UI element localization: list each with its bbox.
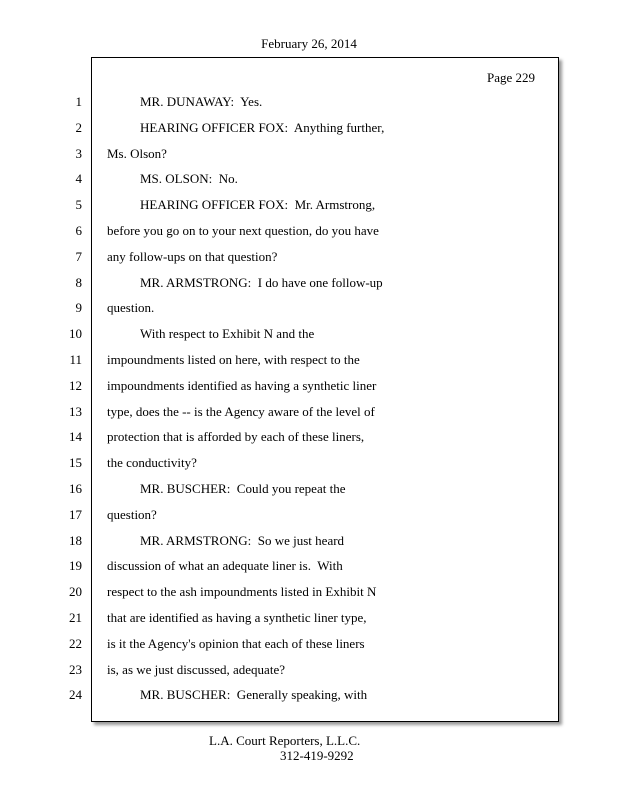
line-number: 14 [69, 429, 82, 445]
line-number: 7 [75, 248, 82, 264]
line-number: 8 [75, 274, 82, 290]
line-number-column [58, 92, 82, 711]
transcript-line: the conductivity? [107, 455, 197, 471]
transcript-line: HEARING OFFICER FOX: Anything further, [140, 119, 385, 135]
line-number: 13 [69, 403, 82, 419]
page-number: Page 229 [486, 70, 535, 85]
line-number: 12 [69, 377, 82, 393]
transcript-line: before you go on to your next question, do you have [107, 222, 379, 238]
line-number: 6 [75, 222, 82, 238]
line-number: 19 [69, 558, 82, 574]
line-number: 17 [69, 506, 82, 522]
court-reporter-name: L.A. Court Reporters, L.L.C. [209, 733, 361, 748]
transcript-line: Ms. Olson? [107, 145, 167, 161]
transcript-line: question. [107, 300, 155, 316]
transcript-line: that are identified as having a synthetic liner type, [107, 609, 367, 625]
court-reporter-phone: 312-419-9292 [280, 748, 354, 763]
transcript-line: MR. DUNAWAY: Yes. [140, 94, 263, 109]
line-number: 15 [69, 455, 82, 471]
transcript-line: type, does the -- is the Agency aware of the level of [107, 403, 375, 419]
document-date: February 26, 2014 [261, 36, 357, 51]
line-number: 4 [75, 171, 82, 187]
transcript-text [107, 92, 547, 711]
transcript-line: MR. BUSCHER: Generally speaking, with [140, 687, 368, 703]
transcript-line: impoundments identified as having a synthetic liner [107, 377, 377, 393]
transcript-line: respect to the ash impoundments listed in Exhibit N [107, 584, 377, 600]
transcript-line: is it the Agency's opinion that each of these liners [107, 635, 365, 651]
line-number: 2 [75, 119, 82, 135]
transcript-line: protection that is afforded by each of these liners, [107, 429, 365, 445]
line-number: 3 [75, 145, 82, 161]
transcript-line: MR. BUSCHER: Could you repeat the [140, 480, 346, 496]
line-number: 5 [75, 197, 82, 213]
transcript-line: MR. ARMSTRONG: So we just heard [140, 532, 345, 548]
transcript-line: With respect to Exhibit N and the [140, 326, 315, 342]
transcript-line: MS. OLSON: No. [140, 171, 238, 187]
line-number: 21 [69, 609, 82, 625]
line-number: 24 [69, 687, 82, 703]
line-number: 20 [69, 584, 82, 600]
line-number: 1 [75, 94, 82, 109]
transcript-line: question? [107, 506, 157, 522]
transcript-line: is, as we just discussed, adequate? [107, 661, 285, 677]
line-number: 11 [69, 351, 82, 367]
transcript-line: any follow-ups on that question? [107, 248, 278, 264]
line-number: 18 [69, 532, 82, 548]
transcript-line: impoundments listed on here, with respect to the [107, 351, 360, 367]
transcript-line: MR. ARMSTRONG: I do have one follow-up [140, 274, 383, 290]
line-number: 9 [75, 300, 82, 316]
line-number: 10 [69, 326, 82, 342]
line-number: 23 [69, 661, 82, 677]
line-number: 16 [69, 480, 82, 496]
line-number: 22 [69, 635, 82, 651]
transcript-line: HEARING OFFICER FOX: Mr. Armstrong, [140, 197, 376, 213]
transcript-line: discussion of what an adequate liner is. With [107, 558, 343, 574]
